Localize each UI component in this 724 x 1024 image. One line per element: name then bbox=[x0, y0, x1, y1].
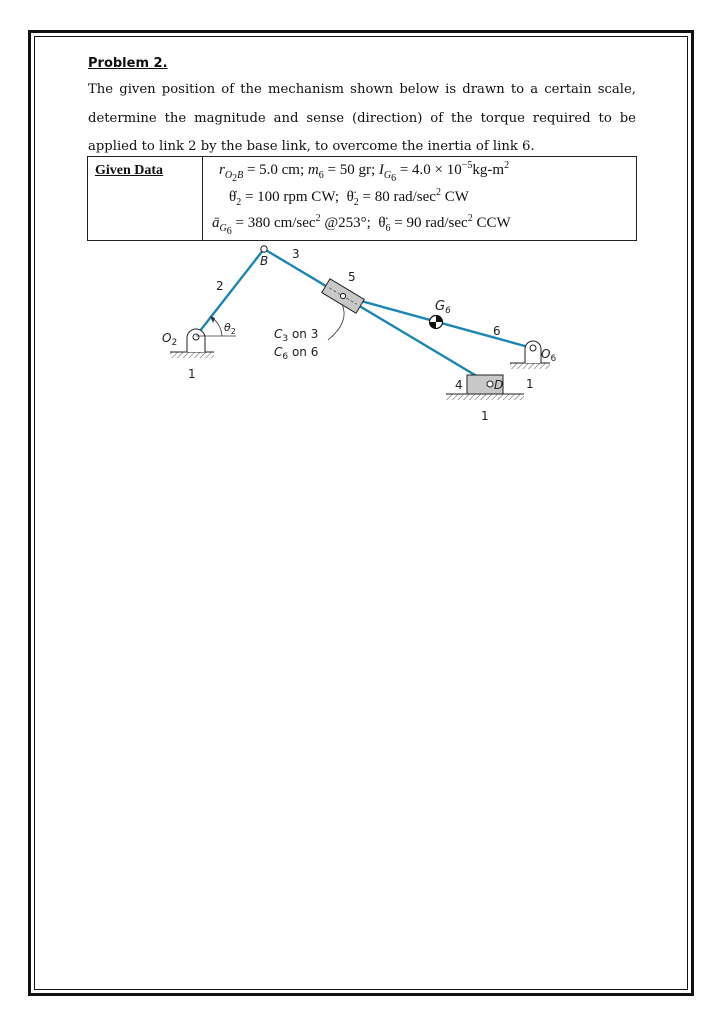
theta2-ddot-value: = 80 rad/sec bbox=[358, 189, 436, 205]
theta2-arrowhead bbox=[210, 316, 215, 323]
theta6-ddot-direction: CCW bbox=[472, 215, 511, 231]
theta2-dot-value: = 100 rpm CW; bbox=[241, 189, 343, 205]
label-c3: C bbox=[274, 327, 283, 341]
svg-text:G6 bbox=[435, 299, 451, 316]
label-link-5: 5 bbox=[348, 270, 356, 284]
label-g6-sub: 6 bbox=[445, 306, 451, 316]
label-o2-sub: 2 bbox=[171, 338, 178, 348]
svg-text:O2 bbox=[162, 331, 177, 348]
given-data-table bbox=[87, 156, 637, 241]
r-value: = 5.0 cm; bbox=[243, 162, 308, 178]
label-c3-sub: 3 bbox=[282, 334, 289, 344]
label-link-6: 6 bbox=[493, 324, 501, 338]
label-c3-text: on 3 bbox=[288, 327, 319, 341]
label-g6: G bbox=[435, 299, 446, 314]
label-o6: O bbox=[541, 347, 551, 361]
label-slider-4: 4 bbox=[455, 378, 463, 392]
g6-mass-center-icon bbox=[430, 316, 443, 329]
given-data-label: Given Data bbox=[95, 163, 164, 178]
label-theta2: θ bbox=[224, 321, 231, 334]
given-line-3: $ā_{G_6} = 380$ $cm/\sec^2$ @253°; $\thetä_6 = 90$ rad/$\sec^2$ CCW bbox=[212, 213, 511, 237]
m-value: = 50 gr; bbox=[323, 162, 379, 178]
label-c6: C bbox=[274, 345, 283, 359]
c-label-leader bbox=[328, 304, 344, 340]
label-link-2: 2 bbox=[216, 279, 224, 293]
label-theta2-sub: 2 bbox=[230, 327, 236, 336]
svg-text:C6 on 6 bbox=[274, 345, 318, 362]
label-o2: O bbox=[162, 331, 172, 345]
accel-g6-value: = 380 cm/sec bbox=[231, 215, 316, 231]
problem-statement: The given position of the mechanism shown below is drawn to a certain scale, determine the magnitude and sense (direction) of the torque required to be applied to link 2 by the base link, to overcome the inertia of link 6. bbox=[88, 82, 636, 154]
link-3 bbox=[264, 249, 490, 384]
pin-b bbox=[261, 246, 267, 252]
problem-heading: Problem 2. bbox=[88, 56, 168, 71]
svg-text:C3 on 3 bbox=[274, 327, 318, 344]
theta2-ddot-direction: CW bbox=[440, 189, 469, 205]
label-c6-sub: 6 bbox=[282, 352, 289, 362]
table-divider bbox=[202, 157, 203, 240]
label-ground-right: 1 bbox=[526, 377, 534, 391]
accel-g6-direction: @253°; bbox=[320, 215, 375, 231]
label-o6-sub: 6 bbox=[550, 354, 557, 364]
mechanism-diagram bbox=[150, 238, 557, 428]
inertia-value: = 4.0 × 10 bbox=[396, 162, 462, 178]
label-ground-left: 1 bbox=[188, 367, 196, 381]
label-c6-text: on 6 bbox=[288, 345, 319, 359]
inertia-exponent: −5 bbox=[461, 160, 473, 171]
label-d: D bbox=[494, 378, 504, 392]
label-ground-bottom: 1 bbox=[481, 409, 489, 423]
label-link-3: 3 bbox=[292, 247, 300, 261]
label-b: B bbox=[260, 254, 269, 268]
svg-text:θ2 bbox=[224, 321, 236, 336]
given-line-2: $\thetȧ_2 = 100$ rpm CW; $\thetä_2 = 80$ rad/$\sec^2$ CW bbox=[229, 187, 469, 208]
inertia-unit: kg-m bbox=[472, 162, 505, 178]
given-line-1: $r_{O_2B} = 5.0$ cm; $m_6 = 50$ gr; $I_{G_6} = 4.0 \times 10^{-5}kg-m^2$ bbox=[219, 160, 510, 184]
theta6-ddot-value: = 90 rad/sec bbox=[390, 215, 468, 231]
